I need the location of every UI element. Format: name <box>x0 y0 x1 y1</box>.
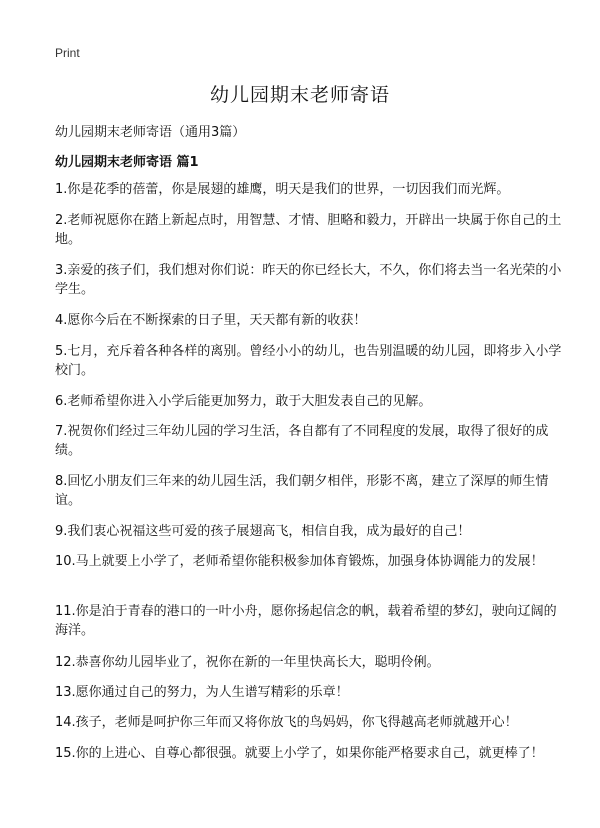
list-item: 7.祝贺你们经过三年幼儿园的学习生活，各自都有了不同程度的发展，取得了很好的成绩。 <box>55 424 549 458</box>
list-item: 9.我们衷心祝福这些可爱的孩子展翅高飞，相信自我，成为最好的自己！ <box>55 524 471 539</box>
document-subtitle: 幼儿园期末老师寄语（通用3篇） <box>55 125 246 140</box>
list-item: 8.回忆小朋友们三年来的幼儿园生活，我们朝夕相伴，形影不离，建立了深厚的师生情谊。 <box>55 474 549 508</box>
section-heading: 幼儿园期末老师寄语 篇1 <box>55 155 199 170</box>
list-item: 3.亲爱的孩子们，我们想对你们说：昨天的你已经长大，不久，你们将去当一名光荣的小学生。 <box>55 263 562 297</box>
page-title: 幼儿园期末老师寄语 <box>209 84 390 106</box>
print-link[interactable]: Print <box>55 46 80 60</box>
list-item: 14.孩子，老师是呵护你三年而又将你放飞的鸟妈妈，你飞得越高老师就越开心！ <box>55 715 518 730</box>
list-item: 13.愿你通过自己的努力，为人生谱写精彩的乐章！ <box>55 685 349 700</box>
list-item: 4.愿你今后在不断探索的日子里，天天都有新的收获！ <box>55 313 367 328</box>
list-item: 15.你的上进心、自尊心都很强。就要上小学了，如果你能严格要求自己，就更棒了！ <box>55 746 544 761</box>
list-item: 10.马上就要上小学了，老师希望你能积极参加体育锻炼，加强身体协调能力的发展！ <box>55 554 544 569</box>
list-item: 1.你是花季的蓓蕾，你是展翅的雄鹰，明天是我们的世界，一切因我们而光辉。 <box>55 182 510 197</box>
list-item: 12.恭喜你幼儿园毕业了，祝你在新的一年里快高长大，聪明伶俐。 <box>55 655 440 670</box>
list-item: 2.老师祝愿你在踏上新起点时，用智慧、才情、胆略和毅力，开辟出一块属于你自己的土地。 <box>55 213 562 247</box>
list-item: 11.你是泊于青春的港口的一叶小舟，愿你扬起信念的帆，载着希望的梦幻，驶向辽阔的海洋。 <box>55 604 557 638</box>
list-item: 5.七月，充斥着各种各样的离别。曾经小小的幼儿，也告别温暖的幼儿园，即将步入小学校门。 <box>55 344 562 378</box>
list-item: 6.老师希望你进入小学后能更加努力，敢于大胆发表自己的见解。 <box>55 394 432 409</box>
